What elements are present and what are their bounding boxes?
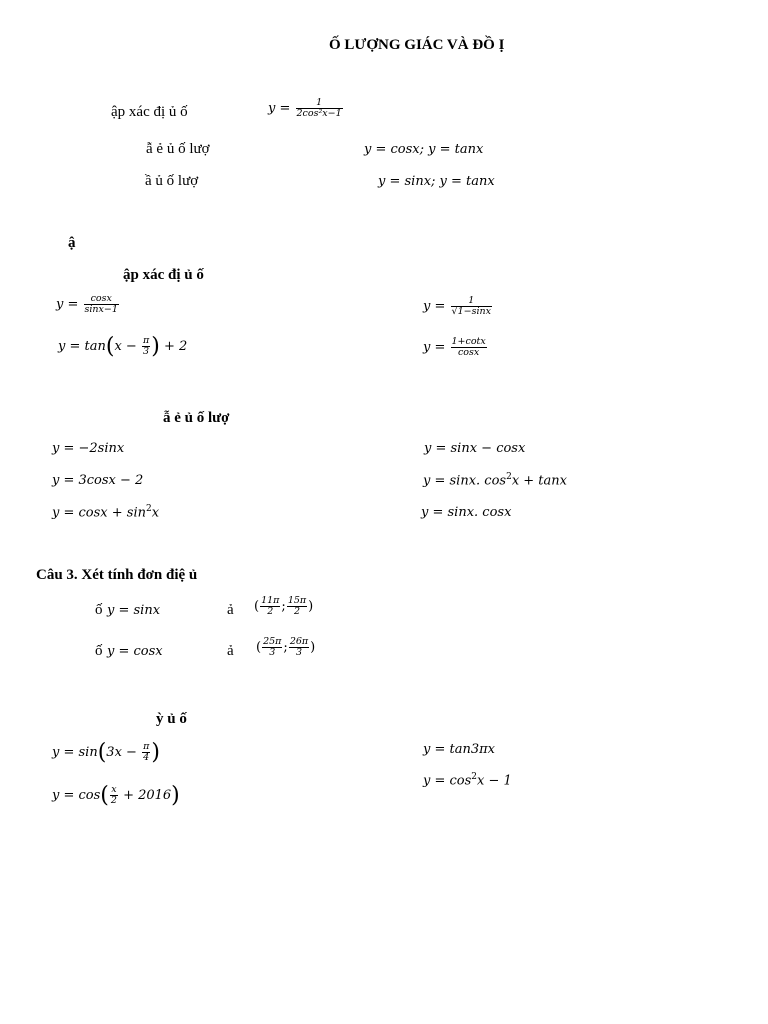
cau2-eq-c: y = 3cosx − 2: [52, 473, 144, 488]
cau3-item1-label: ố: [95, 602, 103, 618]
cau2-label: ẫ ẻ ủ ố lượ: [163, 410, 230, 426]
section1-line2-label: ẫ ẻ ủ ố lượ: [146, 141, 210, 157]
cau4-eq-a: y = sin(3x − $\frac{\pi}{4}$ ): [52, 740, 160, 765]
cau3-item2-interval: ( $\frac{25\pi}{3}$ ; $\frac{26\pi}{3}$ ): [256, 636, 316, 658]
cau2-eq-b: y = sinx − cosx: [424, 441, 526, 456]
cau3-item2-equation: y = cosx: [107, 644, 163, 659]
cau3-heading: Câu 3. Xét tính đơn điệ ủ: [36, 567, 198, 583]
cau2-eq-a: y = −2sinx: [52, 441, 125, 456]
cau1-eq-a: y = $\frac{\cos x}{\sin x-1}$: [56, 293, 118, 315]
section1-line3-label: ầ ủ ố lượ: [145, 173, 199, 189]
cau4-eq-c: y = cos( $\frac{x}{2}$ + 2016): [52, 783, 180, 808]
cau4-eq-d: $y = \cos^2x - 1$: [423, 772, 512, 789]
cau3-item1-equation: y = sinx: [107, 603, 161, 618]
section1-line1-label: ập xác đị ủ ố: [111, 104, 188, 120]
section1-line3-equation: y = sinx; y = tanx: [378, 174, 495, 189]
cau3-item1-word: ả: [227, 602, 234, 618]
page-title: Ố LƯỢNG GIÁC VÀ ĐỒ Ị: [329, 37, 505, 53]
cau4-eq-b: y = tan3πx: [423, 742, 495, 757]
cau1-eq-c: y = tan(x − $\frac{\pi}{3}$ ) + 2: [58, 334, 188, 359]
cau2-eq-f: y = sinx. cosx: [421, 505, 512, 520]
cau1-eq-b: y = $\frac{1}{√1-\sin x}$: [423, 295, 491, 317]
cau1-eq-d: y = $\frac{1+\cot x}{\cos x}$: [423, 336, 486, 358]
cau4-label: ỳ ủ ố: [156, 711, 187, 727]
cau2-eq-e: $y = \cos x + \sin^2x$: [52, 504, 160, 521]
cau3-item1-interval: ( $\frac{11\pi}{2}$ ; $\frac{15\pi}{2}$ ): [254, 595, 314, 617]
cau1-label: ập xác đị ủ ố: [123, 267, 204, 283]
section1-line2-equation: y = cosx; y = tanx: [364, 142, 484, 157]
cau2-eq-d: y = sinx. $\cos^2x + \tan x$: [423, 472, 567, 489]
section1-line1-equation: y = $\frac{1}{\text{2cos²x−1}}$: [268, 97, 342, 119]
cau3-item2-label: ố: [95, 643, 103, 659]
cau1-heading: ậ: [68, 235, 76, 251]
cau3-item2-word: ả: [227, 643, 234, 659]
